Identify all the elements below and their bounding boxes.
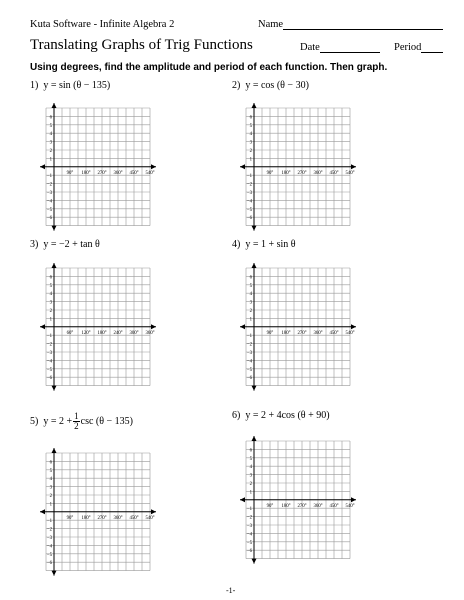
x-tick-label: 180° xyxy=(281,503,291,509)
y-tick-label: 4 xyxy=(249,292,253,298)
graph-3[interactable] xyxy=(36,262,158,394)
problem-equation: y = 1 + sin θ xyxy=(245,239,296,250)
y-axis-arrow-down xyxy=(52,386,57,391)
problem-6-label xyxy=(232,410,330,421)
instructions: Using degrees, find the amplitude and period of each function. Then graph. xyxy=(30,62,388,73)
x-tick-label: 450° xyxy=(329,170,339,176)
problem-number: 6) xyxy=(232,410,241,421)
x-tick-label: 180° xyxy=(281,330,291,336)
problem-1-label xyxy=(30,80,110,91)
y-tick-label: 2 xyxy=(249,481,253,487)
y-tick-label: −6 xyxy=(246,549,253,555)
y-tick-label: −1 xyxy=(246,507,253,513)
y-tick-label: −4 xyxy=(246,199,253,205)
x-axis-arrow-left xyxy=(40,509,45,514)
y-tick-label: −1 xyxy=(246,174,253,180)
y-tick-label: −5 xyxy=(246,367,253,373)
y-tick-label: 1 xyxy=(249,317,253,323)
problem-number: 3) xyxy=(30,239,39,250)
graph-1[interactable] xyxy=(36,102,158,234)
y-axis-arrow-down xyxy=(252,386,257,391)
y-tick-label: 2 xyxy=(249,148,253,154)
x-axis-arrow-right xyxy=(151,509,156,514)
x-tick-label: 360° xyxy=(113,515,123,521)
x-tick-label: 90° xyxy=(266,503,274,509)
x-tick-label: 360° xyxy=(313,170,323,176)
x-tick-label: 240° xyxy=(113,330,123,336)
x-tick-label: 270° xyxy=(97,515,107,521)
problem-equation: y = sin (θ − 135) xyxy=(43,80,111,91)
x-axis-arrow-left xyxy=(240,497,245,502)
problem-number: 2) xyxy=(232,80,241,91)
y-tick-label: 1 xyxy=(49,502,53,508)
y-tick-label: −3 xyxy=(246,523,253,529)
page-number: -1- xyxy=(226,586,236,595)
problem-5-label xyxy=(30,412,133,431)
coordinate-grid xyxy=(236,102,358,234)
y-tick-label: 3 xyxy=(249,473,253,479)
x-tick-label: 270° xyxy=(297,330,307,336)
y-tick-label: 3 xyxy=(249,140,253,146)
x-axis-arrow-left xyxy=(40,324,45,329)
name-label: Name xyxy=(258,19,284,30)
problem-equation: y = 2 + 4cos (θ + 90) xyxy=(245,410,330,421)
y-tick-label: 5 xyxy=(49,123,53,129)
y-tick-label: 5 xyxy=(49,283,53,289)
y-tick-label: 1 xyxy=(49,317,53,323)
x-tick-label: 270° xyxy=(97,170,107,176)
y-tick-label: 6 xyxy=(49,275,53,281)
x-tick-label: 90° xyxy=(66,170,74,176)
fraction-denominator: 2 xyxy=(74,421,79,431)
graph-2[interactable] xyxy=(236,102,358,234)
fraction-numerator: 1 xyxy=(74,411,79,421)
y-tick-label: 2 xyxy=(49,148,53,154)
x-tick-label: 90° xyxy=(266,330,274,336)
y-tick-label: 4 xyxy=(249,132,253,138)
y-tick-label: −1 xyxy=(46,174,53,180)
y-tick-label: −4 xyxy=(46,199,53,205)
y-tick-label: −1 xyxy=(46,334,53,340)
y-axis-arrow-down xyxy=(52,226,57,231)
coordinate-grid xyxy=(36,447,158,579)
y-tick-label: −6 xyxy=(246,376,253,382)
y-tick-label: −6 xyxy=(46,216,53,222)
y-axis-arrow-up xyxy=(52,103,57,108)
y-tick-label: 1 xyxy=(249,490,253,496)
y-tick-label: 6 xyxy=(49,115,53,121)
problem-4-label xyxy=(232,239,296,250)
y-tick-label: −3 xyxy=(46,535,53,541)
y-tick-label: 3 xyxy=(249,300,253,306)
x-axis-arrow-left xyxy=(40,164,45,169)
graph-6[interactable] xyxy=(236,435,358,567)
x-tick-label: 180° xyxy=(81,515,91,521)
graph-4[interactable] xyxy=(236,262,358,394)
y-tick-label: −4 xyxy=(246,359,253,365)
y-tick-label: −2 xyxy=(246,182,253,188)
x-tick-label: 540° xyxy=(145,170,155,176)
y-tick-label: 1 xyxy=(249,157,253,163)
y-tick-label: 3 xyxy=(49,485,53,491)
problem-number: 4) xyxy=(232,239,241,250)
x-tick-label: 540° xyxy=(345,170,355,176)
coordinate-grid xyxy=(36,102,158,234)
y-tick-label: 1 xyxy=(49,157,53,163)
x-tick-label: 90° xyxy=(66,515,74,521)
y-tick-label: −1 xyxy=(246,334,253,340)
y-tick-label: −5 xyxy=(46,367,53,373)
y-tick-label: −3 xyxy=(46,350,53,356)
name-field[interactable] xyxy=(258,19,443,30)
y-tick-label: 4 xyxy=(49,292,53,298)
x-tick-label: 540° xyxy=(345,330,355,336)
y-tick-label: −5 xyxy=(246,540,253,546)
x-tick-label: 540° xyxy=(345,503,355,509)
x-tick-label: 180° xyxy=(281,170,291,176)
y-tick-label: −2 xyxy=(246,342,253,348)
y-axis-arrow-up xyxy=(52,263,57,268)
x-tick-label: 360° xyxy=(145,330,155,336)
problem-equation: y = cos (θ − 30) xyxy=(245,80,309,91)
y-tick-label: 5 xyxy=(49,468,53,474)
y-tick-label: 6 xyxy=(249,275,253,281)
y-tick-label: 2 xyxy=(249,308,253,314)
y-axis-arrow-up xyxy=(52,448,57,453)
x-tick-label: 450° xyxy=(129,170,139,176)
y-axis-arrow-up xyxy=(252,263,257,268)
y-tick-label: 2 xyxy=(49,493,53,499)
y-axis-arrow-down xyxy=(252,559,257,564)
x-tick-label: 450° xyxy=(329,503,339,509)
publisher-label: Kuta Software - Infinite Algebra 2 xyxy=(30,19,175,30)
x-axis-arrow-right xyxy=(351,164,356,169)
y-tick-label: 5 xyxy=(249,123,253,129)
x-axis-arrow-right xyxy=(151,164,156,169)
problem-3-label xyxy=(30,239,100,250)
problem-equation-prefix: y = 2 + xyxy=(43,415,73,427)
page-title: Translating Graphs of Trig Functions xyxy=(30,37,253,53)
x-tick-label: 90° xyxy=(266,170,274,176)
x-tick-label: 360° xyxy=(313,503,323,509)
y-tick-label: −2 xyxy=(46,342,53,348)
y-tick-label: 4 xyxy=(49,132,53,138)
y-tick-label: −1 xyxy=(46,519,53,525)
x-tick-label: 360° xyxy=(313,330,323,336)
x-tick-label: 450° xyxy=(129,515,139,521)
y-tick-label: −3 xyxy=(46,190,53,196)
period-field[interactable] xyxy=(394,42,443,53)
y-tick-label: −2 xyxy=(46,182,53,188)
name-blank[interactable] xyxy=(283,19,443,30)
period-blank[interactable] xyxy=(421,42,443,53)
x-tick-label: 270° xyxy=(297,170,307,176)
y-tick-label: 6 xyxy=(249,115,253,121)
x-tick-label: 180° xyxy=(97,330,107,336)
fraction xyxy=(73,412,80,431)
problem-equation-suffix: csc (θ − 135) xyxy=(80,415,133,427)
y-tick-label: 5 xyxy=(249,283,253,289)
y-tick-label: −6 xyxy=(246,216,253,222)
x-tick-label: 120° xyxy=(81,330,91,336)
y-tick-label: 3 xyxy=(49,300,53,306)
date-label: Date xyxy=(300,42,320,53)
coordinate-grid xyxy=(236,262,358,394)
y-tick-label: −4 xyxy=(46,544,53,550)
coordinate-grid xyxy=(236,435,358,567)
y-tick-label: −3 xyxy=(246,190,253,196)
y-tick-label: −4 xyxy=(46,359,53,365)
x-tick-label: 300° xyxy=(129,330,139,336)
problem-number: 5) xyxy=(30,415,39,427)
y-tick-label: −5 xyxy=(246,207,253,213)
y-axis-arrow-down xyxy=(252,226,257,231)
x-axis-arrow-right xyxy=(151,324,156,329)
period-label: Period xyxy=(394,42,422,53)
y-tick-label: 6 xyxy=(49,460,53,466)
x-axis-arrow-left xyxy=(240,324,245,329)
x-axis-arrow-right xyxy=(351,324,356,329)
y-tick-label: −2 xyxy=(246,515,253,521)
y-tick-label: −4 xyxy=(246,532,253,538)
y-axis-arrow-up xyxy=(252,436,257,441)
y-axis-arrow-down xyxy=(52,571,57,576)
x-tick-label: 180° xyxy=(81,170,91,176)
y-tick-label: −5 xyxy=(46,207,53,213)
x-axis-arrow-left xyxy=(240,164,245,169)
x-tick-label: 60° xyxy=(66,330,74,336)
y-tick-label: 6 xyxy=(249,448,253,454)
date-blank[interactable] xyxy=(320,42,380,53)
graph-5[interactable] xyxy=(36,447,158,579)
y-tick-label: −5 xyxy=(46,552,53,558)
y-tick-label: −3 xyxy=(246,350,253,356)
y-axis-arrow-up xyxy=(252,103,257,108)
x-axis-arrow-right xyxy=(351,497,356,502)
y-tick-label: −6 xyxy=(46,376,53,382)
problem-number: 1) xyxy=(30,80,39,91)
y-tick-label: 4 xyxy=(249,465,253,471)
y-tick-label: −6 xyxy=(46,561,53,567)
y-tick-label: 4 xyxy=(49,477,53,483)
x-tick-label: 540° xyxy=(145,515,155,521)
y-tick-label: 5 xyxy=(249,456,253,462)
x-tick-label: 270° xyxy=(297,503,307,509)
y-tick-label: −2 xyxy=(46,527,53,533)
y-tick-label: 2 xyxy=(49,308,53,314)
coordinate-grid xyxy=(36,262,158,394)
problem-equation: y = −2 + tan θ xyxy=(43,239,100,250)
y-tick-label: 3 xyxy=(49,140,53,146)
problem-2-label xyxy=(232,80,309,91)
x-tick-label: 360° xyxy=(113,170,123,176)
x-tick-label: 450° xyxy=(329,330,339,336)
date-field[interactable] xyxy=(300,42,380,53)
